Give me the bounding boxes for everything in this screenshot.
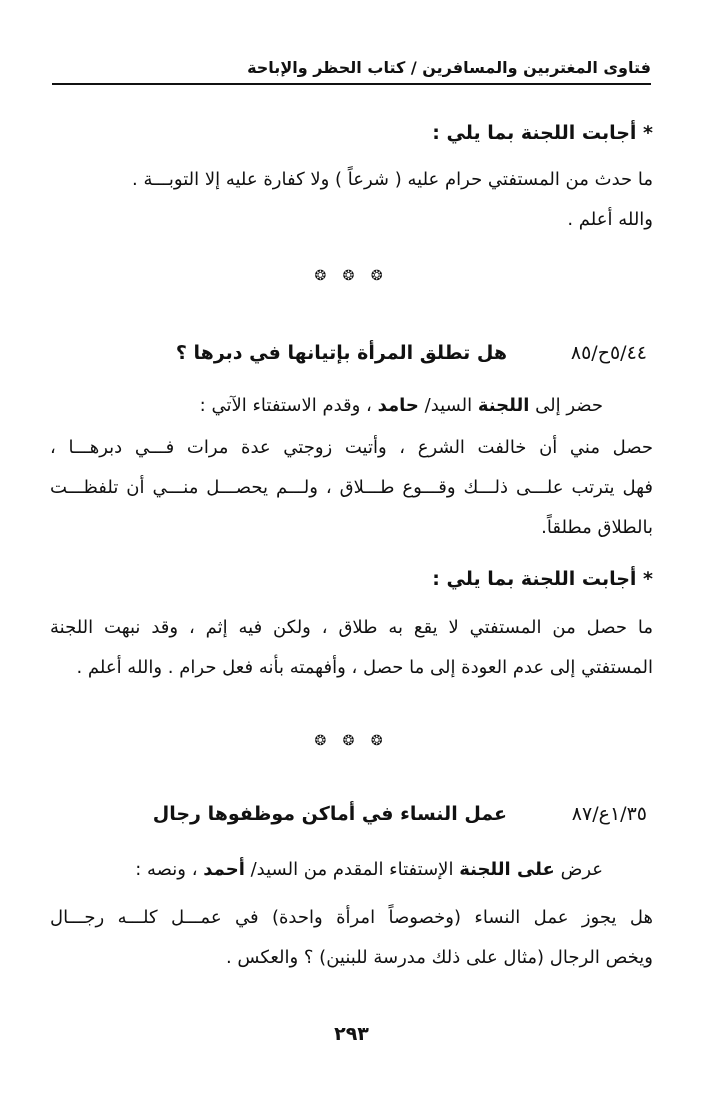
question-line: هل يجوز عمل النساء (وخصوصاً امرأة واحدة) في عمـــل كلـــه رجـــال [50, 907, 653, 928]
intro-text: الإستفتاء المقدم من السيد/ [250, 859, 454, 880]
answer-line: والله أعلم . [567, 209, 653, 230]
petitioner-name: حامد [377, 395, 419, 416]
question-paragraph [50, 898, 653, 978]
section-separator: ❂ ❂ ❂ [314, 268, 389, 284]
section-separator: ❂ ❂ ❂ [314, 733, 389, 749]
question-line: فهل يترتب علـــى ذلـــك وقـــوع طـــلاق ، ولـــم يحصـــل منـــي أن تلفظـــت [50, 477, 653, 498]
page-number: ٢٩٣ [334, 1023, 369, 1045]
answer-heading: * أجابت اللجنة بما يلي : [432, 122, 653, 144]
question-line: حصل مني أن خالفت الشرع ، وأتيت زوجتي عدة مرات فـــي دبرهـــا ، [50, 437, 653, 458]
petitioner-name: أحمد [203, 859, 245, 880]
committee-name: اللجنة [477, 395, 530, 416]
running-header: فتاوى المغتربين والمسافرين / كتاب الحظر والإباحة [52, 58, 651, 85]
question-line: بالطلاق مطلقاً. [541, 517, 653, 538]
intro-text: السيد/ [424, 395, 473, 416]
fatwa-intro [50, 850, 603, 890]
answer-line: ما حصل من المستفتي لا يقع به طلاق ، ولكن فيه إثم ، وقد نبهت اللجنة [50, 617, 653, 638]
intro-text: حضر إلى [535, 395, 603, 416]
intro-text: عرض [560, 859, 603, 880]
fatwa-title: عمل النساء في أماكن موظفوها رجال [152, 803, 507, 825]
question-line: ويخص الرجال (مثال على ذلك مدرسة للبنين) ؟ والعكس . [225, 947, 653, 968]
intro-text: ، وقدم الاستفتاء الآتي : [199, 395, 372, 416]
committee-name: على اللجنة [459, 859, 555, 880]
fatwa-number: ١/٣٥ع/٨٧ [571, 803, 647, 825]
answer-paragraph [50, 608, 653, 688]
intro-text: ، ونصه : [135, 859, 198, 880]
fatwa-intro [50, 386, 603, 426]
fatwa-title: هل تطلق المرأة بإتيانها في دبرها ؟ [175, 342, 507, 364]
answer-line: المستفتي إلى عدم العودة إلى ما حصل ، وأفهمته بأنه فعل حرام . والله أعلم . [76, 657, 653, 678]
question-paragraph [50, 428, 653, 548]
fatwa-number: ٥/٤٤ح/٨٥ [570, 342, 647, 364]
answer-heading: * أجابت اللجنة بما يلي : [432, 568, 653, 590]
answer-paragraph [50, 160, 653, 240]
answer-line: ما حدث من المستفتي حرام عليه ( شرعاً ) ولا كفارة عليه إلا التوبـــة . [132, 169, 653, 190]
